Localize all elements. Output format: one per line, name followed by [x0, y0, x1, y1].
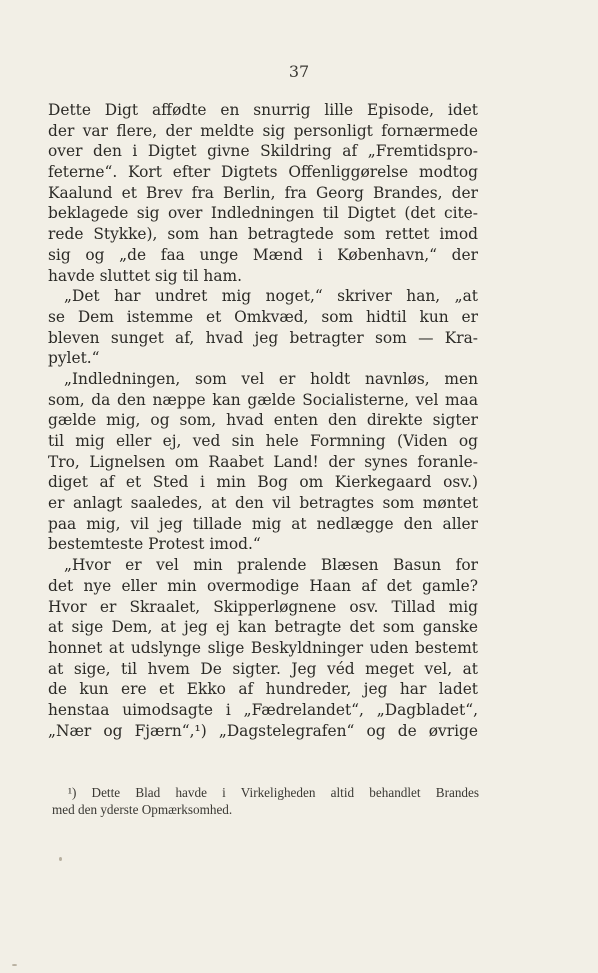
text-line: henstaa uimodsagte i „Fædrelandet“, „Dagbladet“, [48, 700, 478, 719]
page-number: 37 [288, 62, 310, 81]
paper-speck [59, 857, 62, 861]
text-line: „Indledningen, som vel er holdt navnløs, men [64, 369, 478, 388]
text-line: bestemteste Protest imod.“ [48, 535, 261, 554]
text-line: over den i Digtet givne Skildring af „Fremtidspro- [48, 142, 478, 161]
text-line: „Nær og Fjærn“,¹) „Dagstelegrafen“ og de øvrige [48, 721, 478, 740]
text-line: der var flere, der meldte sig personligt fornærmede [48, 121, 478, 140]
text-line: havde sluttet sig til ham. [48, 266, 242, 285]
text-line: „Hvor er vel min pralende Blæsen Basun for [64, 556, 478, 575]
footnote-line: med den yderste Opmærksomhed. [52, 802, 233, 817]
text-line: at sige, til hvem De sigter. Jeg véd meget vel, at [48, 659, 478, 678]
footnote-line: ¹) Dette Blad havde i Virkeligheden altid behandlet Brandes [68, 785, 479, 800]
text-line: paa mig, vil jeg tillade mig at nedlægge den aller [48, 514, 478, 533]
text-line: som, da den næppe kan gælde Socialisterne, vel maa [48, 390, 478, 409]
text-line: se Dem istemme et Omkvæd, som hidtil kun er [48, 307, 478, 326]
body-text [48, 100, 478, 741]
text-line: gælde mig, og som, hvad enten den direkte sigter [48, 411, 478, 430]
text-line: honnet at udslynge slige Beskyldninger uden bestemt [48, 638, 478, 657]
text-line: Kaalund et Brev fra Berlin, fra Georg Brandes, der [48, 183, 478, 202]
text-line: at sige Dem, at jeg ej kan betragte det som ganske [48, 618, 478, 637]
text-line: diget af et Sted i min Bog om Kierkegaard osv.) [48, 473, 478, 492]
text-line: Tro, Lignelsen om Raabet Land! der synes foranle- [48, 452, 478, 471]
text-line: beklagede sig over Indledningen til Digtet (det cite- [48, 204, 478, 223]
text-line: sig og „de faa unge Mænd i København,“ der [48, 245, 478, 264]
text-line: Dette Digt affødte en snurrig lille Episode, idet [48, 101, 478, 119]
text-line: det nye eller min overmodige Haan af det gamle? [48, 576, 478, 595]
text-line: de kun ere et Ekko af hundreder, jeg har ladet [48, 680, 478, 699]
footnote [52, 784, 479, 818]
text-line: feterne“. Kort efter Digtets Offenliggørelse modtog [48, 163, 478, 182]
text-line: til mig eller ej, ved sin hele Formning (Viden og [48, 432, 478, 450]
text-line: bleven sunget af, hvad jeg betragter som — Kra- [48, 328, 478, 347]
paper-speck [12, 964, 17, 966]
text-line: er anlagt saaledes, at den vil betragtes som møntet [48, 494, 478, 513]
text-line: Hvor er Skraalet, Skipperløgnene osv. Tillad mig [48, 597, 478, 616]
text-line: rede Stykke), som han betragtede som rettet imod [48, 225, 478, 244]
text-line: „Det har undret mig noget,“ skriver han, „at [64, 287, 478, 306]
text-line: pylet.“ [48, 349, 100, 368]
